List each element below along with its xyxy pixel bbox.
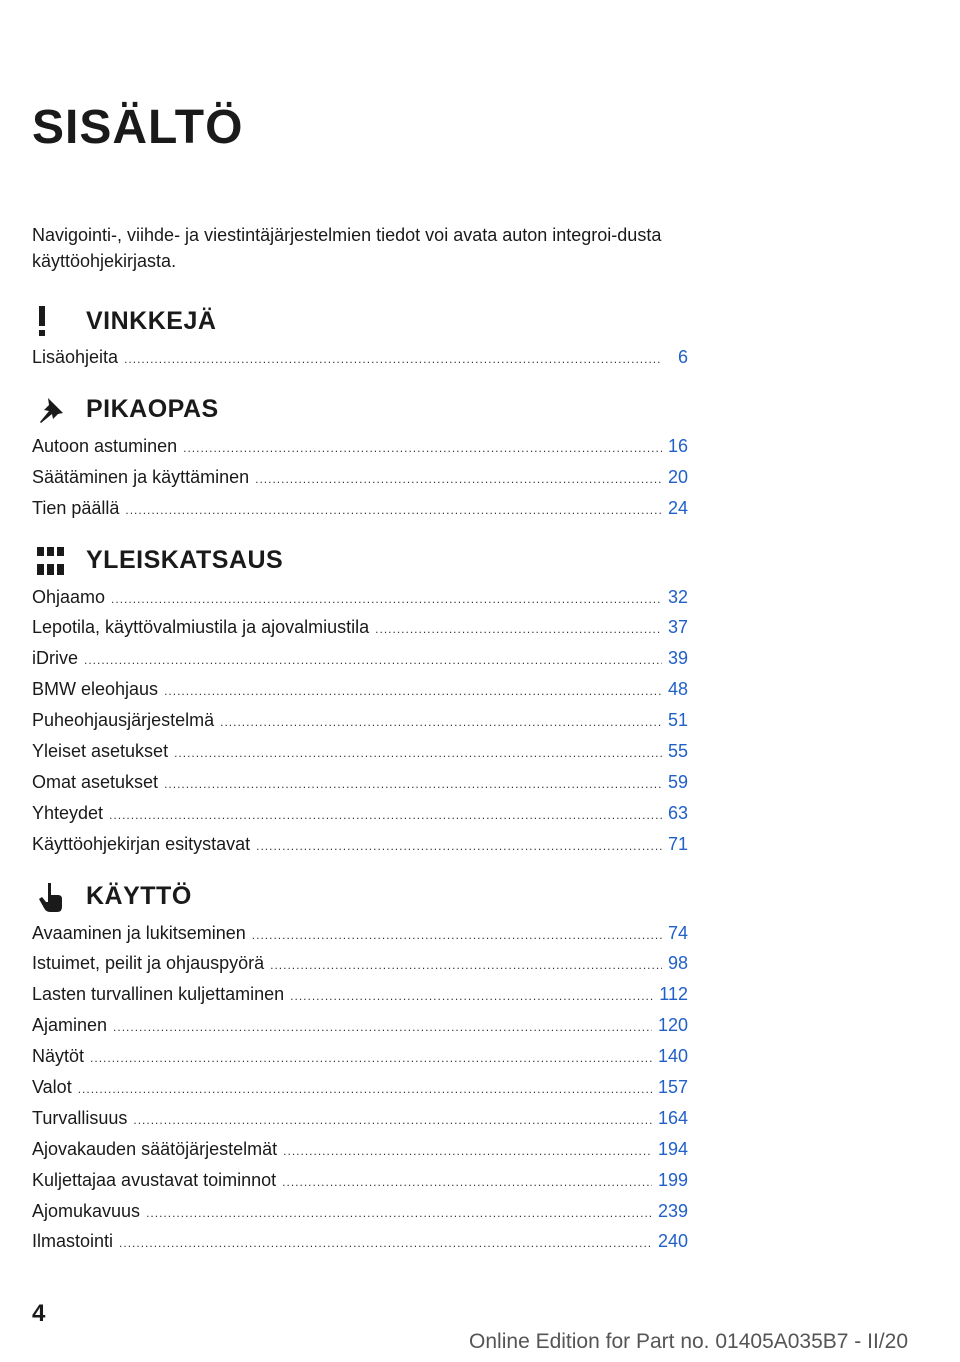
toc-page-link[interactable]: 239	[657, 1200, 688, 1221]
toc-entry[interactable]	[32, 462, 688, 493]
toc-leader-dots	[282, 1167, 652, 1196]
toc-leader-dots	[183, 433, 662, 462]
toc-leader-dots	[283, 1136, 652, 1165]
toc-leader-dots	[270, 950, 662, 979]
toc-leader-dots	[109, 800, 662, 829]
toc-entry-label: Ajaminen	[32, 1015, 108, 1036]
toc-page-link[interactable]: 74	[667, 922, 688, 943]
toc-entry[interactable]	[32, 612, 688, 643]
toc-entry-label: Turvallisuus	[32, 1107, 128, 1128]
toc-page-link[interactable]: 63	[667, 802, 688, 823]
exclamation-icon	[36, 303, 72, 339]
toc-entry[interactable]	[32, 798, 688, 829]
toc-entry-label: Avaaminen ja lukitseminen	[32, 922, 246, 943]
toc-entry[interactable]	[32, 1165, 688, 1196]
toc-entry-label: Istuimet, peilit ja ohjauspyörä	[32, 953, 265, 974]
toc-entry-label: Ajovakauden säätöjärjestelmät	[32, 1138, 278, 1159]
toc-page-link[interactable]: 24	[667, 497, 688, 518]
toc-leader-dots	[375, 614, 662, 643]
toc-entry[interactable]	[32, 342, 688, 373]
toc-page-link[interactable]: 59	[667, 771, 688, 792]
toc-entry[interactable]	[32, 1010, 688, 1041]
toc-page-link[interactable]: 164	[657, 1107, 688, 1128]
section-heading	[32, 876, 688, 918]
toc-entry-label: Säätäminen ja käyttäminen	[32, 466, 250, 487]
toc-entry-label: Käyttöohjekirjan esitystavat	[32, 833, 251, 854]
toc-entry[interactable]	[32, 582, 688, 613]
toc-entry-label: Ohjaamo	[32, 586, 106, 607]
toc-entry-label: Lepotila, käyttövalmiustila ja ajovalmiustila	[32, 617, 370, 638]
toc-page-link[interactable]: 55	[667, 741, 688, 762]
toc-entry[interactable]	[32, 674, 688, 705]
toc-leader-dots	[164, 676, 662, 705]
pin-icon	[36, 392, 72, 428]
toc-page-link[interactable]: 32	[667, 586, 688, 607]
toc-leader-dots	[84, 645, 662, 674]
toc-entry-label: Yleiset asetukset	[32, 741, 169, 762]
toc-leader-dots	[125, 495, 662, 524]
toc-entry[interactable]	[32, 948, 688, 979]
toc-page-link[interactable]: 6	[677, 347, 688, 367]
toc-leader-dots	[111, 584, 662, 613]
toc-entry[interactable]	[32, 918, 688, 949]
toc-entry[interactable]	[32, 829, 688, 860]
toc-leader-dots	[124, 344, 662, 373]
section-title: YLEISKATSAUS	[86, 546, 284, 575]
toc-entry[interactable]	[32, 705, 688, 736]
toc-entry-label: Näytöt	[32, 1046, 85, 1067]
page-title: SISÄLTÖ	[32, 101, 244, 154]
toc-page-link[interactable]: 48	[667, 679, 688, 700]
intro-text: Navigointi-, viihde- ja viestintäjärjestelmien tiedot voi avata auton integroi-dusta käyttöohjekirjasta.	[32, 225, 662, 271]
toc-entry[interactable]	[32, 1196, 688, 1227]
toc-entry-label: Puheohjausjärjestelmä	[32, 710, 215, 731]
footer-edition: Online Edition for Part no. 01405A035B7 - II/20	[469, 1330, 908, 1353]
toc-entry[interactable]	[32, 1041, 688, 1072]
toc-entry[interactable]	[32, 431, 688, 462]
toc-leader-dots	[252, 920, 662, 949]
toc-leader-dots	[146, 1198, 652, 1227]
toc-page-link[interactable]: 51	[667, 710, 688, 731]
section-title: PIKAOPAS	[86, 395, 219, 424]
toc-entry-label: Autoon astuminen	[32, 435, 178, 456]
toc-entry-label: Lasten turvallinen kuljettaminen	[32, 984, 285, 1005]
grid-icon	[36, 543, 72, 579]
toc-leader-dots	[220, 707, 662, 736]
page-number: 4	[32, 1300, 46, 1327]
toc-page-link[interactable]: 240	[657, 1231, 688, 1252]
section-heading	[32, 300, 688, 342]
toc-entry[interactable]	[32, 1072, 688, 1103]
toc-entry-label: Tien päällä	[32, 497, 120, 518]
toc-entry[interactable]	[32, 979, 688, 1010]
toc-leader-dots	[78, 1074, 652, 1103]
toc-page-link[interactable]: 140	[657, 1046, 688, 1067]
toc-page-link[interactable]: 199	[657, 1169, 688, 1190]
toc-entry-label: Omat asetukset	[32, 771, 159, 792]
toc-leader-dots	[256, 831, 662, 860]
toc-entry[interactable]	[32, 1103, 688, 1134]
toc-entry-label: Valot	[32, 1077, 72, 1098]
toc-entry-label: BMW eleohjaus	[32, 679, 159, 700]
toc-leader-dots	[174, 738, 662, 767]
toc-page-link[interactable]: 194	[657, 1138, 688, 1159]
toc-page-link[interactable]: 16	[667, 435, 688, 456]
table-of-contents	[32, 300, 688, 1257]
toc-leader-dots	[133, 1105, 652, 1134]
toc-page-link[interactable]: 112	[659, 984, 688, 1005]
section-title: KÄYTTÖ	[86, 882, 192, 911]
toc-entry[interactable]	[32, 1134, 688, 1165]
toc-page-link[interactable]: 20	[667, 466, 688, 487]
toc-entry-label: Ilmastointi	[32, 1231, 114, 1252]
section-heading	[32, 389, 688, 431]
section-heading	[32, 540, 688, 582]
toc-entry-label: Yhteydet	[32, 802, 104, 823]
toc-entry[interactable]	[32, 736, 688, 767]
toc-entry-label: Lisäohjeita	[32, 347, 119, 367]
toc-page-link[interactable]: 120	[657, 1015, 688, 1036]
toc-leader-dots	[255, 464, 662, 493]
section-title: VINKKEJÄ	[86, 306, 217, 335]
toc-entry[interactable]	[32, 1226, 688, 1257]
toc-leader-dots	[113, 1012, 652, 1041]
toc-entry-label: Kuljettajaa avustavat toiminnot	[32, 1169, 277, 1190]
toc-leader-dots	[119, 1228, 652, 1257]
toc-page-link[interactable]: 37	[667, 617, 688, 638]
toc-entry-label: iDrive	[32, 648, 79, 669]
toc-entry[interactable]	[32, 767, 688, 798]
hand-pointer-icon	[36, 879, 72, 915]
toc-entry[interactable]	[32, 643, 688, 674]
toc-entry[interactable]	[32, 493, 688, 524]
toc-page-link[interactable]: 98	[667, 953, 688, 974]
toc-page-link[interactable]: 157	[657, 1077, 688, 1098]
toc-leader-dots	[164, 769, 662, 798]
toc-page-link[interactable]: 71	[667, 833, 688, 854]
toc-page-link[interactable]: 39	[667, 648, 688, 669]
toc-leader-dots	[90, 1043, 652, 1072]
toc-leader-dots	[290, 981, 653, 1010]
toc-entry-label: Ajomukavuus	[32, 1200, 141, 1221]
